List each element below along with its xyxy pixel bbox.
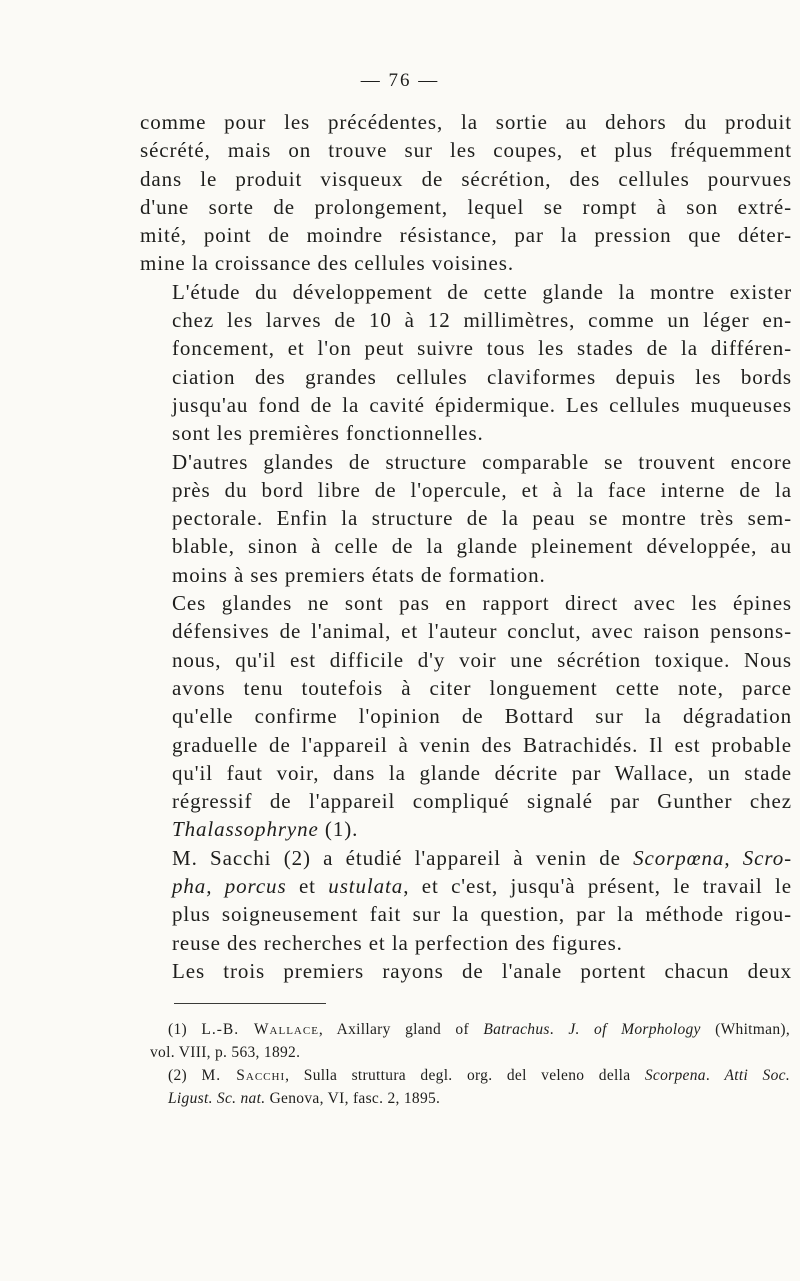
paragraph-5 xyxy=(140,844,792,957)
footnotes xyxy=(150,1018,790,1110)
genus-name: Batrachus xyxy=(483,1021,550,1038)
text-line: Les trois premiers rayons de l'anale portent chacun deux xyxy=(172,958,792,983)
text-line: qu'elle confirme l'opinion de Bottard sur la dégradation xyxy=(172,704,792,729)
text-run: . xyxy=(549,1021,569,1038)
species-name: Scro- xyxy=(742,845,792,870)
journal-title: Atti Soc. xyxy=(724,1067,790,1084)
text-line: blable, sinon à celle de la glande pleinement développée, au xyxy=(172,534,792,559)
species-name: pha, porcus xyxy=(172,874,287,899)
text-run: M. Sacchi (2) a étudié l'appareil à venin de xyxy=(172,845,634,870)
text-line: pectorale. Enfin la structure de la peau se montre très sem- xyxy=(172,506,792,531)
text-run: , Sulla struttura degl. org. del veleno della xyxy=(285,1067,645,1084)
text-line: près du bord libre de l'opercule, et à la face interne de la xyxy=(172,477,792,502)
author-name: L.-B. Wallace xyxy=(201,1021,319,1038)
body-text xyxy=(140,108,792,985)
page-number: — 76 — xyxy=(360,70,440,91)
text-line: mité, point de moindre résistance, par la pression que déter- xyxy=(140,223,792,248)
text-run: Genova, VI, fasc. 2, 1895. xyxy=(265,1090,441,1107)
footnote-number: (1) xyxy=(168,1021,202,1038)
species-name: Scorpœna xyxy=(633,845,725,870)
text-line: vol. VIII, p. 563, 1892. xyxy=(150,1044,301,1061)
text-line: D'autres glandes de structure comparable se trouvent encore xyxy=(172,449,792,474)
paragraph-3 xyxy=(140,448,792,589)
text-line: nous, qu'il est difficile d'y voir une sécrétion toxique. Nous xyxy=(172,647,792,672)
text-line: avons tenu toutefois à citer longuement cette note, parce xyxy=(172,675,792,700)
text-line: L'étude du développement de cette glande la montre exister xyxy=(172,279,792,304)
paragraph-1 xyxy=(140,108,792,278)
text-run: , et c'est, jusqu'à présent, le travail le xyxy=(403,874,792,899)
text-run: , xyxy=(724,845,743,870)
text-line xyxy=(150,1087,790,1110)
author-name: M. Sacchi xyxy=(201,1067,286,1084)
text-line: Ces glandes ne sont pas en rapport direct avec les épines xyxy=(172,591,792,616)
text-line: jusqu'au fond de la cavité épidermique. Les cellules muqueuses xyxy=(172,392,792,417)
text-line xyxy=(140,815,792,843)
footnote-2 xyxy=(150,1064,790,1110)
footnote-1 xyxy=(150,1018,790,1064)
text-run: (Whitman), xyxy=(700,1021,791,1038)
text-run: et xyxy=(286,874,329,899)
text-run: , Axillary gland of xyxy=(318,1021,484,1038)
journal-title: Ligust. Sc. nat. xyxy=(168,1090,266,1107)
text-line: moins à ses premiers états de formation. xyxy=(172,562,546,587)
text-line: graduelle de l'appareil à venin des Batrachidés. Il est probable xyxy=(172,732,792,757)
text-line xyxy=(150,1064,790,1087)
text-line: reuse des recherches et la perfection des figures. xyxy=(172,930,623,955)
text-line: sont les premières fonctionnelles. xyxy=(172,421,484,446)
text-line: foncement, et l'on peut suivre tous les stades de la différen- xyxy=(172,336,792,361)
footnote-ref: (1). xyxy=(318,817,359,842)
text-line: d'une sorte de prolongement, lequel se rompt à son extré- xyxy=(140,194,792,219)
text-line xyxy=(140,872,792,900)
genus-name: Thalassophryne xyxy=(172,817,319,842)
species-name: ustulata xyxy=(328,874,404,899)
text-line xyxy=(150,1018,790,1041)
footnote-number: (2) xyxy=(168,1067,202,1084)
paragraph-4 xyxy=(140,589,792,844)
text-line: régressif de l'appareil compliqué signalé par Gunther chez xyxy=(172,789,792,814)
text-run: . xyxy=(705,1067,725,1084)
text-line: qu'il faut voir, dans la glande décrite par Wallace, un stade xyxy=(172,760,792,785)
text-line: chez les larves de 10 à 12 millimètres, comme un léger en- xyxy=(172,308,792,333)
paragraph-2 xyxy=(140,278,792,448)
text-line xyxy=(140,844,792,872)
text-line: mine la croissance des cellules voisines. xyxy=(140,251,514,276)
journal-title: J. of Morphology xyxy=(568,1021,701,1038)
genus-name: Scorpena xyxy=(644,1067,706,1084)
text-line: défensives de l'animal, et l'auteur conclut, avec raison pensons- xyxy=(172,619,792,644)
text-line: comme pour les précédentes, la sortie au dehors du produit xyxy=(140,110,792,134)
paragraph-6 xyxy=(140,957,792,985)
text-line: plus soigneusement fait sur la question, par la méthode rigou- xyxy=(172,902,792,927)
text-line: sécrété, mais on trouve sur les coupes, et plus fréquemment xyxy=(140,138,792,163)
text-line: dans le produit visqueux de sécrétion, des cellules pourvues xyxy=(140,166,792,191)
text-line: ciation des grandes cellules claviformes depuis les bords xyxy=(172,364,792,389)
footnote-divider xyxy=(174,1003,326,1004)
